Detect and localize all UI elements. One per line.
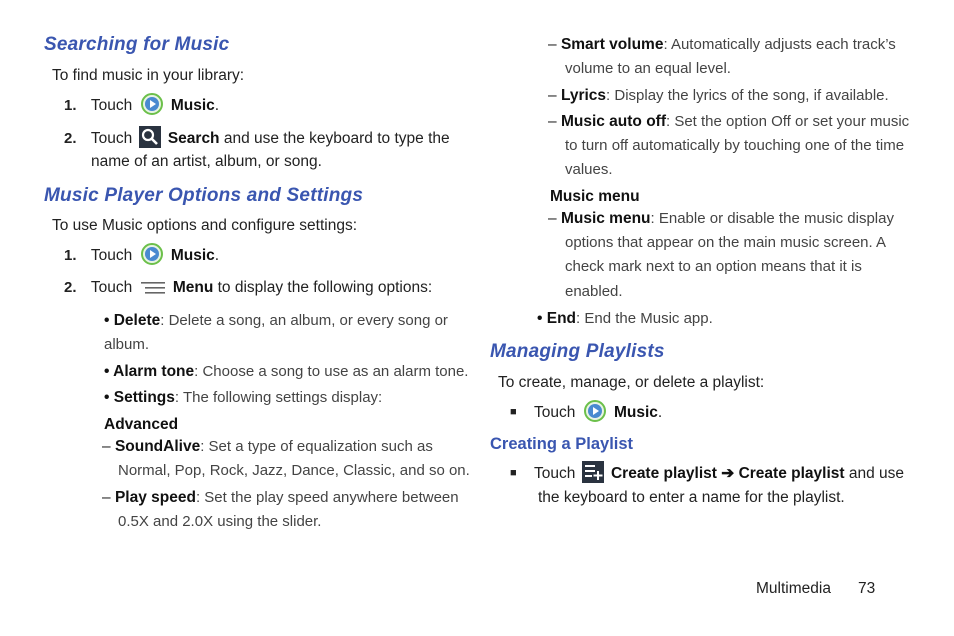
playlists-intro: To create, manage, or delete a playlist: [498, 374, 765, 391]
soundalive-term: SoundAlive [114, 438, 201, 455]
step-number: 1. [64, 97, 77, 114]
options-step-1 [64, 243, 219, 273]
soundalive-desc: : Set a type of equalization such as [200, 438, 433, 455]
music-app-icon [584, 400, 606, 430]
arrow-icon: ➔ [721, 465, 735, 482]
create-step-line2: the keyboard to enter a name for the playlist. [538, 489, 845, 506]
alarm-tone-term: Alarm tone [113, 363, 195, 380]
music-label: Music [170, 97, 215, 114]
search-label: Search [167, 130, 220, 147]
heading-managing-playlists: Managing Playlists [490, 341, 665, 362]
dash-music-menu-line3: check mark next to an option means that it is [565, 258, 862, 275]
music-menu-term: Music menu [560, 210, 651, 227]
bullet-delete: • Delete: Delete a song, an album, or every song or [104, 312, 448, 329]
dash-music-menu: – Music menu: Enable or disable the music display [548, 210, 894, 227]
create-step-text: and use [848, 465, 905, 482]
dash-play-speed-line2: 0.5X and 2.0X using the slider. [118, 513, 322, 530]
smart-volume-term: Smart volume [560, 36, 664, 53]
menu-icon [141, 278, 165, 302]
options-intro: To use Music options and configure settings: [52, 217, 358, 234]
touch-text: Touch [90, 247, 133, 264]
dash-soundalive-line2: Normal, Pop, Rock, Jazz, Dance, Classic, and so on. [118, 462, 470, 479]
touch-text: Touch [533, 404, 576, 421]
music-app-icon [141, 93, 163, 123]
dash-soundalive: – SoundAlive: Set a type of equalization such as [102, 438, 433, 455]
step-number: 2. [64, 130, 77, 147]
create-playlist-term-2: Create playlist [738, 465, 845, 482]
heading-searching-for-music: Searching for Music [44, 34, 230, 55]
period: . [657, 404, 663, 421]
smart-volume-desc: : Automatically adjusts each track’s [663, 36, 896, 53]
delete-term: Delete [113, 312, 161, 329]
dash-smart-volume: – Smart volume: Automatically adjusts each track’s [548, 36, 896, 53]
music-label: Music [613, 404, 658, 421]
settings-term: Settings [113, 389, 175, 406]
dash-lyrics: – Lyrics: Display the lyrics of the song, if available. [548, 87, 889, 104]
step-number: 2. [64, 279, 77, 296]
search-step-1 [64, 93, 219, 123]
square-bullet: ■ [510, 406, 517, 418]
menu-label: Menu [172, 279, 214, 296]
music-auto-off-term: Music auto off [560, 113, 666, 130]
period: . [214, 97, 220, 114]
bullet-settings: • Settings: The following settings display: [104, 389, 383, 406]
footer-section: Multimedia [756, 580, 831, 597]
dash-play-speed: – Play speed: Set the play speed anywhere between [102, 489, 459, 506]
step-2-text-line1: and use the keyboard to type the [223, 130, 450, 147]
touch-text: Touch [90, 279, 133, 296]
page-number: 73 [858, 580, 876, 597]
play-speed-desc: : Set the play speed anywhere between [195, 489, 459, 506]
settings-desc: : The following settings display: [174, 389, 383, 406]
music-auto-off-desc: : Set the option Off or set your music [666, 113, 910, 130]
delete-desc: : Delete a song, an album, or every song or [160, 312, 448, 329]
music-label: Music [170, 247, 215, 264]
music-menu-desc: : Enable or disable the music display [650, 210, 894, 227]
touch-text: Touch [90, 97, 133, 114]
dash-smart-volume-line2: volume to an equal level. [565, 60, 731, 77]
dash-music-auto-off-line2: to turn off automatically by touching one of the time [565, 137, 905, 154]
dash-music-menu-line2: options that appear on the main music screen. A [565, 234, 887, 251]
options-step-2 [64, 276, 432, 302]
advanced-text: Advanced [104, 416, 179, 433]
create-playlist-term-1: Create playlist [610, 465, 717, 482]
dash-music-auto-off-line3: values. [565, 161, 613, 178]
touch-text: Touch [533, 465, 576, 482]
heading-creating-a-playlist: Creating a Playlist [490, 435, 634, 453]
lyrics-desc: : Display the lyrics of the song, if available. [606, 87, 889, 104]
playlist-step-music [510, 400, 662, 430]
search-step-2-line2: name of an artist, album, or song. [91, 153, 322, 170]
touch-text: Touch [90, 130, 133, 147]
advanced-label [104, 413, 178, 437]
bullet-alarm-tone: • Alarm tone: Choose a song to use as an alarm tone. [104, 363, 469, 380]
end-term: End [546, 310, 577, 327]
music-menu-label [550, 185, 640, 209]
dash-music-menu-line4: enabled. [565, 283, 623, 300]
square-bullet: ■ [510, 467, 517, 479]
play-speed-term: Play speed [114, 489, 196, 506]
dash-music-auto-off: – Music auto off: Set the option Off or set your music [548, 113, 910, 130]
music-app-icon [141, 243, 163, 273]
bullet-delete-line2: album. [104, 336, 150, 353]
end-desc: : End the Music app. [576, 310, 713, 327]
step-number: 1. [64, 247, 77, 264]
step-2-text: to display the following options: [217, 279, 433, 296]
bullet-end: • End: End the Music app. [537, 310, 713, 327]
search-intro: To find music in your library: [52, 67, 245, 84]
lyrics-term: Lyrics [560, 87, 607, 104]
period: . [214, 247, 220, 264]
heading-music-player-options: Music Player Options and Settings [44, 185, 364, 206]
music-menu-label-text: Music menu [550, 188, 640, 205]
alarm-tone-desc: : Choose a song to use as an alarm tone. [194, 363, 469, 380]
